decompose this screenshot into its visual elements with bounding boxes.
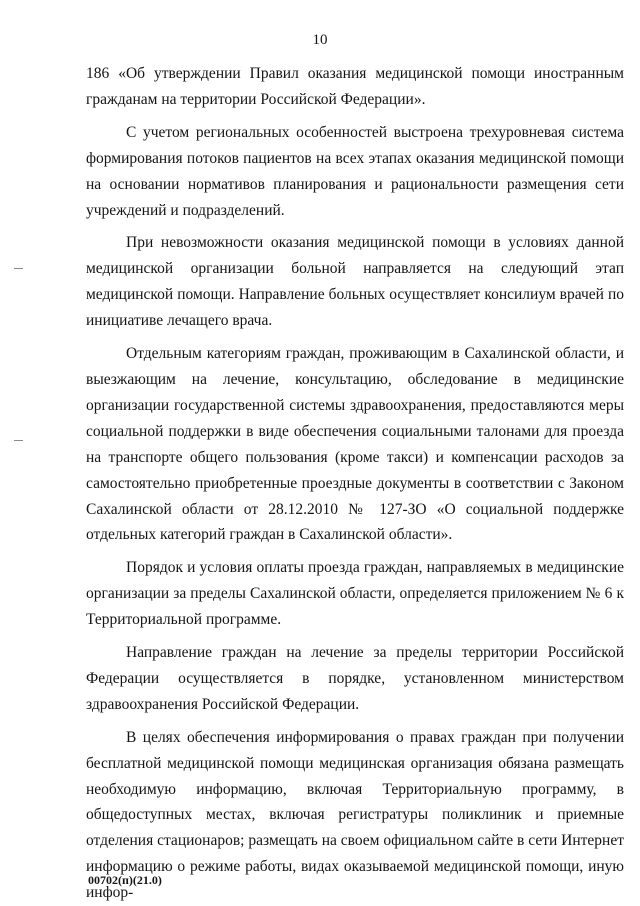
paragraph-social-support: Отдельным категориям граждан, проживающим в Сахалинской области, и выезжающим на лечение, консультацию, обследование в медицинские организации государственной системы здравоохранения, предоставляются меры социальной поддержки в виде обеспечения социальными талонами для проезда на транспорте общего пользования (кроме такси) и компенсации расходов за самостоятельно приобретенные проездные документы в соответствии с Законом Сахалинской области от 28.12.2010 № 127-ЗО «О социальной поддержке отдельных категорий граждан в Сахалинской области».	[86, 345, 624, 544]
page-number: 10	[312, 32, 328, 48]
document-code: 00702(п)(21.0)	[88, 873, 162, 887]
margin-mark	[14, 440, 23, 441]
document-body	[86, 61, 624, 906]
paragraph-patient-routing: С учетом региональных особенностей выстроена трехуровневая система формирования потоков пациентов на всех этапах оказания медицинской помощи на основании нормативов планирования и рациональности размещения сети учреждений и подразделений.	[86, 123, 624, 219]
paragraph-abroad-treatment: Направление граждан на лечение за пределы территории Российской Федерации осуществляется в порядке, установленном министерством здравоохранения Российской Федерации.	[86, 644, 624, 713]
paragraph-travel-payment: Порядок и условия оплаты проезда граждан, направляемых в медицинские организации за пределы Сахалинской области, определяется приложением № 6 к Территориальной программе.	[86, 559, 624, 629]
paragraph-continuation: 186 «Об утверждении Правил оказания медицинской помощи иностранным гражданам на территории Российской Федерации».	[86, 65, 624, 108]
paragraph-next-stage: При невозможности оказания медицинской помощи в условиях данной медицинской организации больной направляется на следующий этап медицинской помощи. Направление больных осуществляет консилиум врачей по инициативе лечащего врача.	[86, 234, 624, 330]
paragraph-information: В целях обеспечения информирования о правах граждан при получении бесплатной медицинской помощи медицинская организация обязана размещать необходимую информацию, включая Территориальную программу, в общедоступных местах, включая регистратуры поликлиник и приемные отделения стационаров; размещать на своем официальном сайте в сети Интернет информацию о режиме работы, видах оказываемой медицинской помощи, иную инфор-	[86, 728, 624, 902]
margin-mark	[14, 268, 23, 269]
